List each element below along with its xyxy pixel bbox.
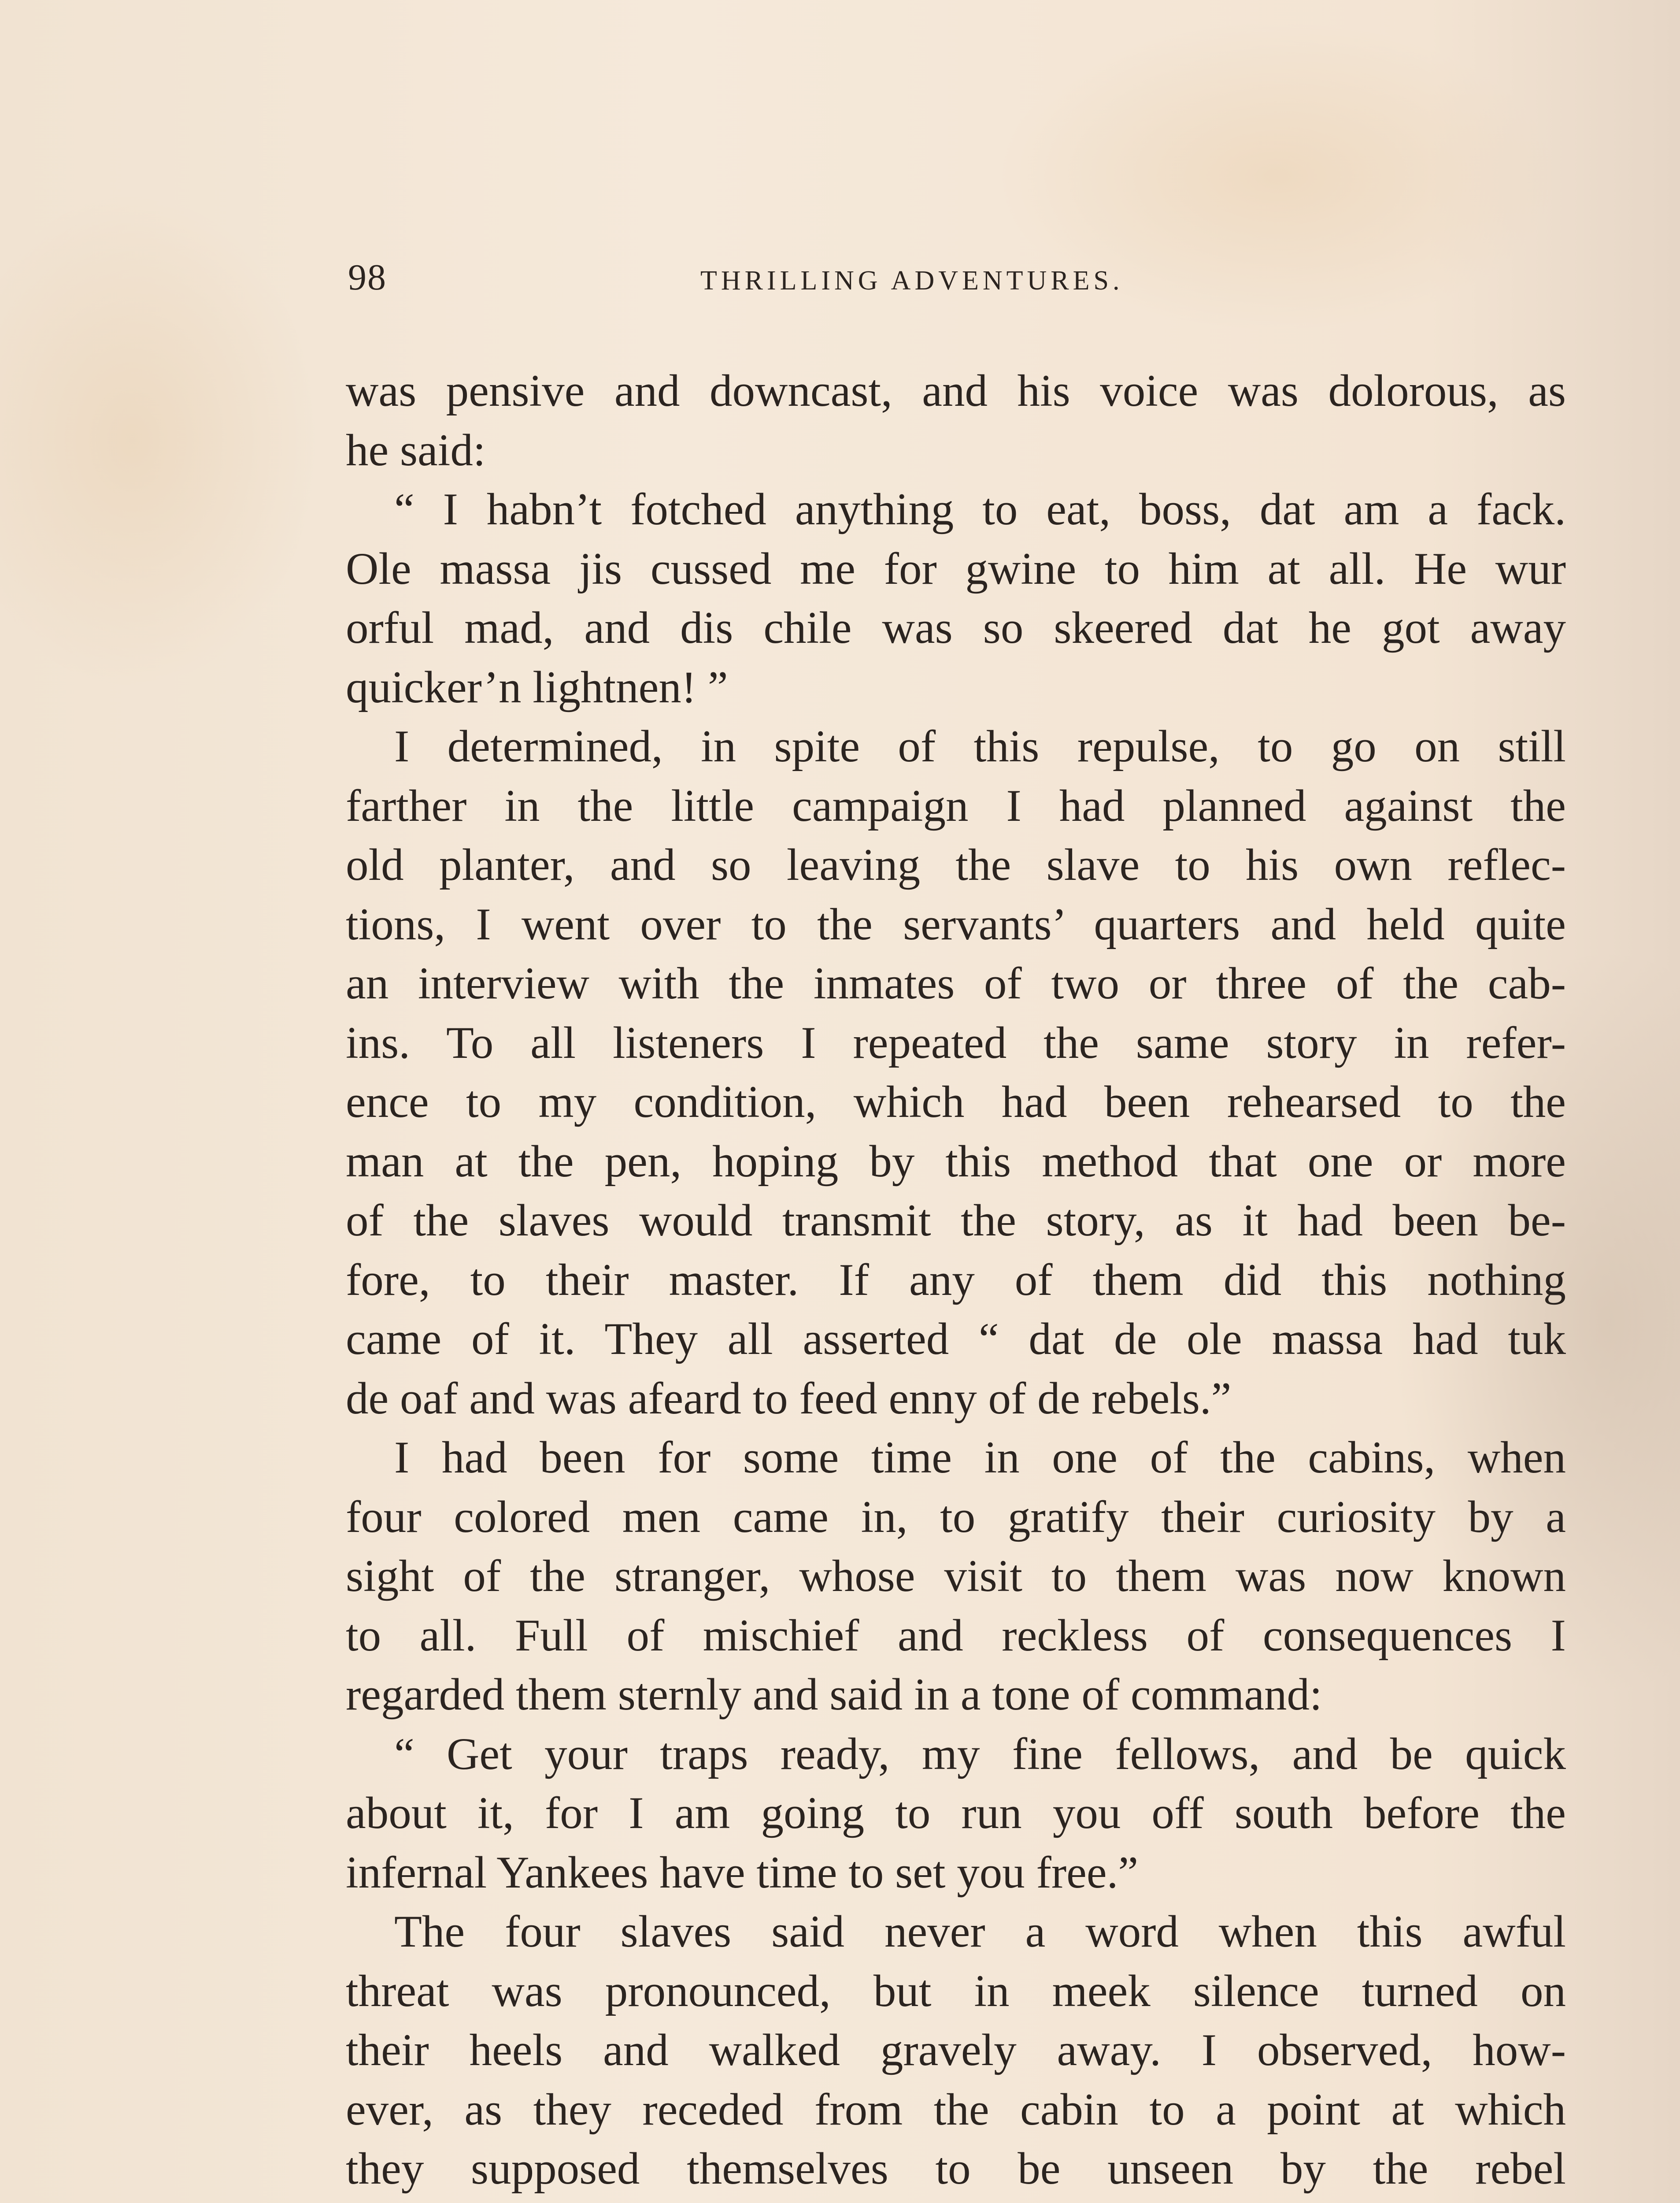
text-line: “ I habn’t fotched anything to eat, boss, dat am a fack. bbox=[394, 484, 1566, 534]
text-line: sight of the stranger, whose visit to them was now known bbox=[346, 1551, 1566, 1601]
text-line: came of it. They all asserted “ dat de ole massa had tuk bbox=[346, 1314, 1566, 1364]
page-header bbox=[348, 256, 1564, 300]
text-line bbox=[346, 2199, 1566, 2203]
text-line: to all. Full of mischief and reckless of consequences I bbox=[346, 1610, 1566, 1661]
text-line: de oaf and was afeard to feed enny of de rebels.” bbox=[346, 1373, 1232, 1424]
text-line: an interview with the inmates of two or three of the cab- bbox=[346, 958, 1566, 1009]
text-line: “ Get your traps ready, my fine fellows, and be quick bbox=[394, 1728, 1566, 1779]
text-line: their heels and walked gravely away. I observed, how- bbox=[346, 2025, 1566, 2075]
text-line: about it, for I am going to run you off south before the bbox=[346, 1788, 1566, 1838]
text-line: they supposed themselves to be unseen by the rebel bbox=[346, 2144, 1566, 2194]
text-line: man at the pen, hoping by this method that one or more bbox=[346, 1136, 1566, 1187]
text-line: old planter, and so leaving the slave to his own reflec- bbox=[346, 840, 1566, 890]
text-line: tions, I went over to the servants’ quarters and held quite bbox=[346, 899, 1566, 949]
text-line: of the slaves would transmit the story, as it had been be- bbox=[346, 1195, 1566, 1246]
page-number: 98 bbox=[348, 257, 387, 298]
text-line: four colored men came in, to gratify their curiosity by a bbox=[346, 1491, 1566, 1542]
text-line: threat was pronounced, but in meek silence turned on bbox=[346, 1966, 1566, 2016]
text-line: he said: bbox=[346, 425, 486, 475]
text-line: I determined, in spite of this repulse, to go on still bbox=[394, 721, 1566, 771]
text-line: ins. To all listeners I repeated the same story in refer- bbox=[346, 1017, 1566, 1068]
text-line: farther in the little campaign I had planned against the bbox=[346, 780, 1566, 831]
text-line: ence to my condition, which had been rehearsed to the bbox=[346, 1077, 1566, 1127]
text-line: regarded them sternly and said in a tone of command: bbox=[346, 1669, 1322, 1720]
text-line: orful mad, and dis chile was so skeered dat he got away bbox=[346, 603, 1566, 653]
text-line: quicker’n lightnen! ” bbox=[346, 662, 728, 712]
text-line: was pensive and downcast, and his voice was dolorous, as bbox=[346, 366, 1566, 416]
text-line: fore, to their master. If any of them did this nothing bbox=[346, 1254, 1566, 1305]
text-line: I had been for some time in one of the cabins, when bbox=[394, 1432, 1566, 1483]
text-line: infernal Yankees have time to set you free.” bbox=[346, 1847, 1139, 1898]
body-text bbox=[346, 361, 1566, 2203]
text-line: ever, as they receded from the cabin to a point at which bbox=[346, 2084, 1566, 2135]
text-line: The four slaves said never a word when this awful bbox=[394, 1906, 1566, 1957]
running-head: THRILLING ADVENTURES. bbox=[700, 266, 1124, 296]
text-line: Ole massa jis cussed me for gwine to him at all. He wur bbox=[346, 543, 1566, 594]
